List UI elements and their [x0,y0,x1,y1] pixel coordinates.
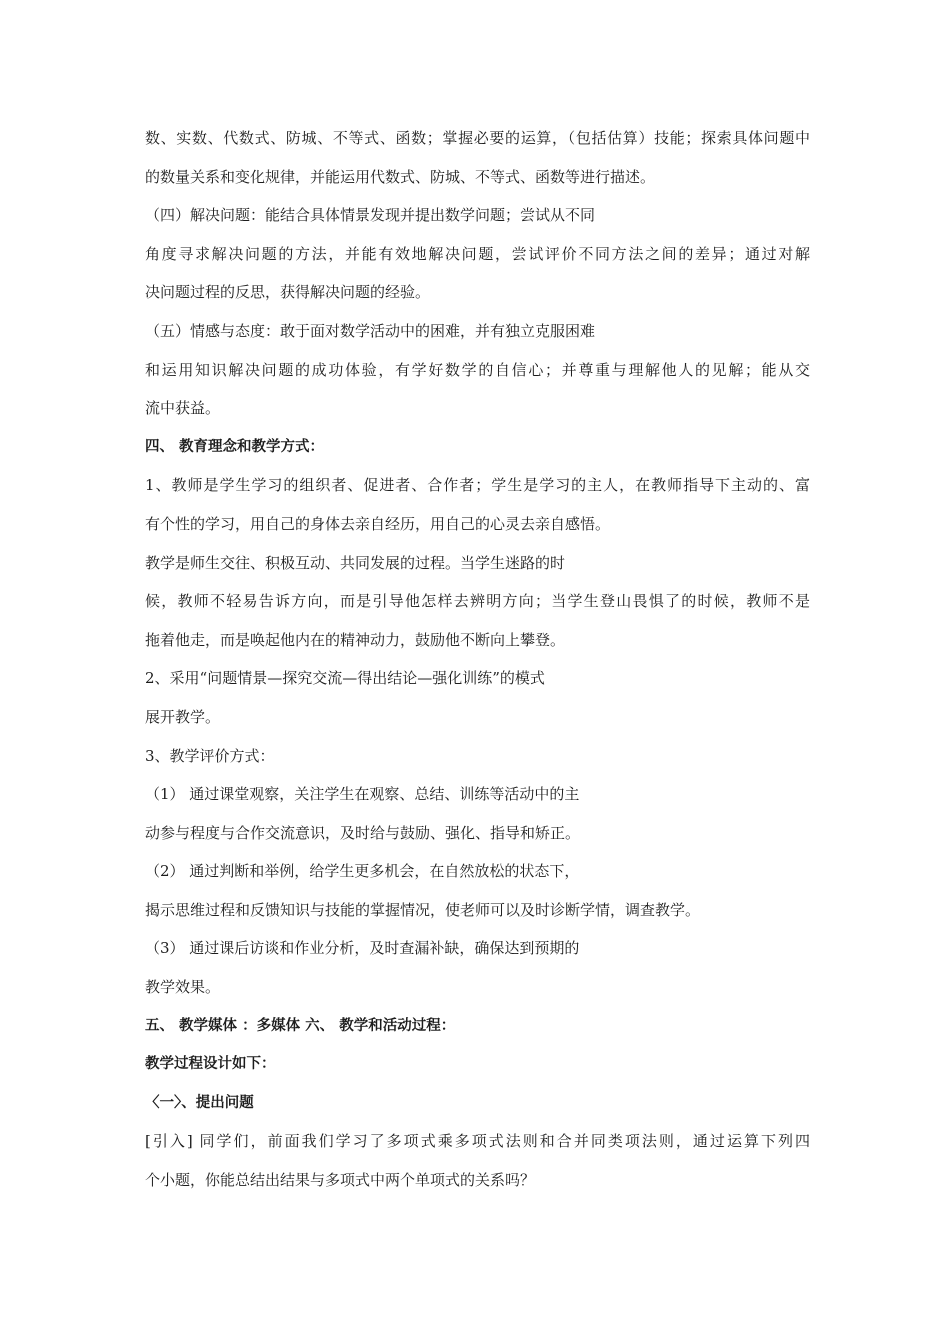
paragraph-line: 3、教学评价方式： [145,746,275,765]
document-body [145,124,810,1205]
paragraph-line: （四）解决问题：能结合具体情景发现并提出数学问题；尝试从不同 [145,206,596,225]
paragraph-line: 决问题过程的反思，获得解决问题的经验。 [145,283,431,302]
section-heading: 〈一〉、提出问题 [145,1094,254,1111]
paragraph-line: （2） 通过判断和举例，给学生更多机会，在自然放松的状态下， [145,862,580,881]
section-heading: 教学过程设计如下： [145,1056,276,1073]
paragraph-line: （3） 通过课后访谈和作业分析，及时查漏补缺，确保达到预期的 [145,939,580,958]
section-heading: 五、 教学媒体 ：多媒体 六、 教学和活动过程： [145,1017,456,1034]
paragraph-line: 数、实数、代数式、防城、不等式、函数；掌握必要的运算，（包括估算）技能；探索具体问题中 [145,129,810,147]
paragraph-line: 候，教师不轻易告诉方向，而是引导他怎样去辨明方向；当学生登山畏惧了的时候，教师不是 [145,592,810,611]
paragraph-line: 和运用知识解决问题的成功体验，有学好数学的自信心；并尊重与理解他人的见解；能从交 [145,360,810,379]
paragraph-line: [引入] 同学们，前面我们学习了多项式乘多项式法则和合并同类项法则，通过运算下列四 [145,1132,810,1151]
section-heading: 四、 教育理念和教学方式： [145,438,325,455]
paragraph-line: 拖着他走，而是唤起他内在的精神动力，鼓励他不断向上攀登。 [145,630,566,649]
paragraph-line: 有个性的学习，用自己的身体去亲自经历，用自己的心灵去亲自感悟。 [145,514,611,533]
paragraph-line: 揭示思维过程和反馈知识与技能的掌握情况，使老师可以及时诊断学情，调查教学。 [145,900,701,919]
paragraph-line: （五）情感与态度：敢于面对数学活动中的困难，并有独立克服困难 [145,321,596,340]
paragraph-line: 个小题，你能总结出结果与多项式中两个单项式的关系吗？ [145,1171,536,1190]
paragraph-line: 展开教学。 [145,707,221,726]
paragraph-line: 1、教师是学生学习的组织者、促进者、合作者；学生是学习的主人，在教师指导下主动的、富 [145,476,810,495]
paragraph-line: 教学效果。 [145,978,221,997]
paragraph-line: 流中获益。 [145,399,221,418]
paragraph-line: 角度寻求解决问题的方法，并能有效地解决问题，尝试评价不同方法之间的差异；通过对解 [145,244,810,263]
paragraph-line: （1） 通过课堂观察，关注学生在观察、总结、训练等活动中的主 [145,785,580,804]
paragraph-line: 动参与程度与合作交流意识，及时给与鼓励、强化、指导和矫正。 [145,823,581,842]
paragraph-line: 的数量关系和变化规律，并能运用代数式、防城、不等式、函数等进行描述。 [145,167,656,186]
paragraph-line: 教学是师生交往、积极互动、共同发展的过程。当学生迷路的时 [145,553,566,572]
paragraph-line: 2、采用“问题情景—探究交流—得出结论—强化训练”的模式 [145,669,545,688]
